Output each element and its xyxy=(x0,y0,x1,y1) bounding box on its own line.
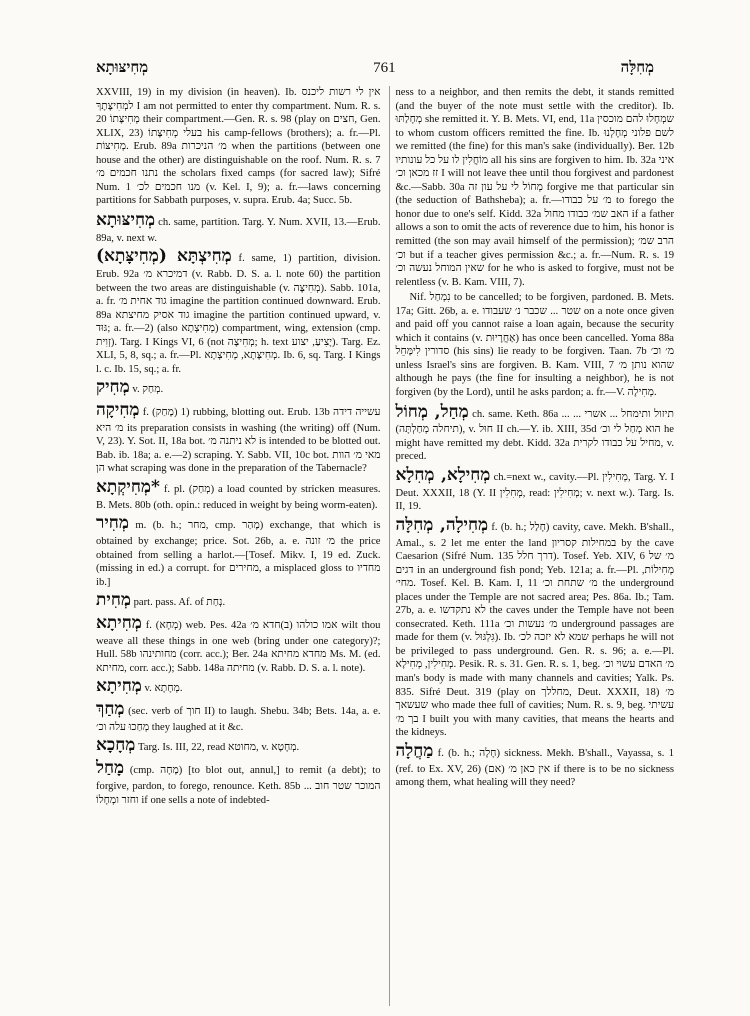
entry-headword: מָחַל xyxy=(96,758,125,779)
entry-definition: ch. same. Keth. 86a ... תיזול ותימחל ... אשרי ... (תיחלה מְחַלְתָּה), v. חוּל II ch.—Y. ib. XIII, 35d הוא מְחַל לי וכ׳ he might have remitted my debt. Kidd. 32a מחיל על כבודו לקרית, v. preced. xyxy=(395,408,674,463)
continued-entry-text: ness to a neighbor, and then remits the debt, it stands remitted (and the buyer of the note must settle with the creditor). Ib. מְחָלַתּוּ she remitted it. Y. B. Mets. VI, end, 11a שמְחָלוּ להם מוכסין to whom custom officers remitted the fine. Ib. לשם פלוני מְחָלְנוּ we remitted (the fine) for this man's sake (individually). Ber. 12b מוֹחֲלִין לו על כל עונותיו all his sins are forgiven to him. Ib. 32a איני זז מכאן וכ׳ I will not leave thee until thou forgivest and pardonest &c.—Sabb. 30a מְחוֹל לי על עון זה forgive me that particular sin (the seduction of Bathsheba); a. fr.—מ׳ על כבודו to forego the honor due to one's self. Kidd. 32a האב שמ׳ כבודו מחול if a father allows a son to omit the acts of reverence due to him, his honor is remitted (the son may avail himself of the permission); הרב שמ׳ וכ׳ but if a teacher gives permission &c.; a. fr.—Num. R. s. 19 שאין המוחל נעשה וכ׳ for he who is asked to forgive, must not be relentless (v. B. Kam. VIII, 7). xyxy=(395,87,674,288)
entry-headword: *מְחִיקְתָא xyxy=(96,477,160,498)
dictionary-entry xyxy=(96,513,381,589)
entry-definition: (cmp. מָחָה) [to blot out, annul,] to remit (a debt); to forgive, pardon, to forego, renounce. Keth. 85b המוכר שטר חוב ... וחזר ומְחָלוֹ if one sells a note of indebted- xyxy=(96,765,381,806)
nif-paragraph: Nif. נִמְחַל to be cancelled; to be forgiven, pardoned. B. Mets. 17a; Gitt. 26b, a. e. שטר ... שכבר נ׳ שעבודו on a note once given and paid off you cannot raise a loan again, because the security which it contains (v. אַחֲרָיוּת) has once been cancelled. Yoma 88a סדורין לִימָּחֵל (his sins) lie ready to be forgiven. Taan. 7b מ׳ וכ׳ unless Israel's sins are forgiven. B. Kam. VIII, 7 שהוא נותן מ׳ although he pays (the fine for insulting a neighbor), he is not forgiven (by the Lord), until he asks pardon; a. fr.—V. מְחִילָה. xyxy=(395,292,674,399)
dictionary-entry xyxy=(396,465,675,514)
entry-headword: מְחִיצּוּתָא xyxy=(96,209,156,230)
dictionary-entry xyxy=(96,758,381,807)
entry-headword: מְחִיק xyxy=(96,377,130,398)
entry-headword: מְחַךְ xyxy=(96,699,125,720)
dictionary-entry xyxy=(96,735,381,757)
entry-headword: מְחִיקָה xyxy=(96,400,140,421)
entry-definition: Targ. Is. III, 22, read מחוטא, v. מְחָטָא. xyxy=(138,742,300,754)
left-column xyxy=(96,86,381,1006)
dictionary-entry xyxy=(96,477,381,512)
dictionary-entry xyxy=(96,699,381,734)
dictionary-entry xyxy=(96,400,381,476)
dictionary-entry xyxy=(96,676,381,698)
entry-headword: מַחֲלָה xyxy=(395,740,434,761)
entry-headword: מְחִיר xyxy=(96,513,129,534)
page-header xyxy=(96,58,654,80)
dictionary-entry xyxy=(396,515,675,740)
dictionary-entry xyxy=(96,377,381,399)
entry-headword: מְחָכָא xyxy=(96,735,136,756)
entry-definition: f. (b. h.; חָלַל) cavity, cave. Mekh. B'shall., Amal., s. 2 let me enter the land במחילות קסריון by the cave Caesarion (Sifré Num. 135 דרך חלל). Tosef. Yeb. XIV, 6 מ׳ של דגים in an underground fish pond; Yeb. 121a; a. fr.—Pl. מְחִילוֹת, מחי׳. Tosef. Kel. B. Kam. I, 11 מ׳ שתחת וכ׳ the underground places under the Temple are not sacred area; Pes. 86a. Ib.; Tam. 27b, a. e. לא נתקדשו the caves under the Temple have not been consecrated. Keth. 111a מ׳ נעשות וכ׳ underground passages are made for them (v. גִּלְגּוּל). Ib. שמא לא יזכה לכ׳ perhaps he will not be privileged to pass underground. Gen. R. s. 96; a. e.—Pl. מְחִילִין, מְחִילָא. Pesik. R. s. 31. Gen. R. s. 1, beg. מ׳ האדם עשוי וכ׳ man's body is made with many channels and cavities; Yalk. Ps. 835. Sifré Deut. 319 (play on מחללך, Deut. XXXII, 18) מ׳ שעשאך who made thee full of cavities; Num. R. s. 9, beg. עשיתי בך מ׳ I built you with many cavities, that means the hearts and the kidneys. xyxy=(395,521,674,739)
entry-definition: f. (מְחָא) web. Pes. 42a אמו כולהו (ב)חדא מ׳ wilt thou weave all these things in one web (bring under one category)?; Hull. 58b מחותינהו (corr. acc.); Ber. 24a מחדא מחיתא Ms. M. (ed. מחיתא, corr. acc.); Sabb. 148a מחיתה (v. Rabb. D. S. a. l. note). xyxy=(96,620,381,674)
continued-entry-text: XXVIII, 19) in my division (in heaven). Ib. אין לי רשות ליכנס למְחִיצָּתָךְ I am not permitted to enter thy compartment. Num. R. s. 20 מְחִיצָּתוֹ their compartment.—Gen. R. s. 98 (play on חצים, Gen. XLIX, 23) בעלי מְחִיצָּתוֹ his camp-fellows (brothers); a. fr.—Pl. מְחִיצּוֹת. Erub. 89a מ׳ הניכרות when the partitions (between one house and the other) are distinguishable on the roof. Num. R. s. 7 נתנו חכמים מ׳ the scholars fixed camps (for sacred law); Sifré Num. 1 מנו חכמים לכ׳ (v. Kel. I, 9); a. fr.—laws concerning partitions for Sabbath purposes, v. supra. Erub. 4a; Succ. 5b. xyxy=(96,87,381,207)
entry-headword: מְחִיצְתָּא (מְחִיצָּתָא) xyxy=(96,246,232,267)
entry-definition: f. pl. (מְחַק) a load counted by stricken measures. B. Mets. 80b (oth. opin.: reduced in weight by being worm-eaten). xyxy=(96,484,381,511)
entry-definition: ch. same, partition. Targ. Y. Num. XVII, 13.—Erub. 89a, v. next w. xyxy=(96,216,381,244)
entry-definition: part. pass. Af. of נְחַת. xyxy=(133,597,226,609)
entry-definition: ch.=next w., cavity.—Pl. מְחִילִין, Targ. Y. I Deut. XXXII, 18 (Y. II מְחִלִין, read: מְחִילִין; v. next w.). Targ. Is. II, 19. xyxy=(395,471,674,513)
dictionary-entry xyxy=(96,210,381,245)
entry-definition: v. מְחַק. xyxy=(132,384,164,396)
dictionary-columns xyxy=(96,86,674,1006)
entry-headword: מְחִיתָא xyxy=(96,613,142,634)
right-column xyxy=(389,86,675,1006)
entry-headword: מְחִיתָא xyxy=(96,676,142,697)
entry-headword: מְחַל, מְחוֹל xyxy=(395,401,469,422)
entry-definition: v. מְחָתָא. xyxy=(144,683,183,695)
page-number: 761 xyxy=(373,60,396,76)
entry-headword: מְחִילָא, מְחִלָא xyxy=(395,464,491,485)
entry-definition: f. (b. h.; חָלָה) sickness. Mekh. B'shall., Vayassa, s. 1 (ref. to Ex. XV, 26) (אם) אין כאן מ׳ if there is to be no sickness among them, what healing will they need? xyxy=(395,747,674,789)
dictionary-entry xyxy=(396,741,675,790)
dictionary-entry xyxy=(396,402,675,464)
dictionary-entry xyxy=(96,590,381,612)
dictionary-entry xyxy=(96,246,381,376)
dictionary-entry xyxy=(96,613,381,675)
entry-definition: (sec. verb of חוך II) to laugh. Shebu. 34b; Bets. 14a, a. e. מְחַכוּ עלה וכ׳ they laughed at it &c. xyxy=(96,706,381,733)
running-head-left: מְחִיצּוּתָא xyxy=(96,58,149,76)
running-head-right: מְחִלָּה xyxy=(620,58,654,76)
entry-definition: m. (b. h.; מחר, cmp. מָהַר) exchange, that which is obtained by exchange; price. Sot. 26b, a. e. מ׳ זונה the price obtained from selling a harlot.—[Tosef. Mikv. I, 19 ed. Zuck. (missing in ed.) a corrupt. for מחירים, a misplaced gloss to מחדיו ib.] xyxy=(96,520,381,588)
entry-definition: f. (מָחַק) 1) rubbing, blotting out. Erub. 13b עשייה דידה מ׳ היא its preparation consists in washing (the writing) off (Num. V, 23). Y. Sot. II, 18a bot. לא ניתנה מ׳ is intended to be blotted out. Bab. ib. 18a; a. e.—2) scraping. Y. Sabb. VII, 10c bot. מאי מ׳ הוות הן what scraping was done in the preparation of the Tabernacle? xyxy=(96,407,381,475)
left-entry-list xyxy=(96,210,381,807)
entry-headword: מְחִית xyxy=(96,590,131,611)
right-entry-list xyxy=(396,402,675,790)
entry-headword: מְחִילָה, מְחִלָּה xyxy=(395,514,489,535)
entry-definition: f. same, 1) partition, division. Erub. 92a דמיכרא מ׳ (v. Rabb. D. S. a. l. note 60) the partition between the two areas are distinguishable (v. מְחִיצָּה). Sabb. 101a, a. fr. גוד אחית מ׳ imagine the partition continued downward. Erub. 89a גוד אסיק מחיצתא imagine the partition continued upward, v. גּוּד; a. fr.—2) (also מְחִיצְתָא) compartment, wing, extension (cmp. זְוִית). Targ. I Kings VI, 6 (not מְחִיצָה; h. text יָצִיעַ, יצוע). Targ. Ez. XLI, 5, 8, sq.; a. fr.—Pl. מְחִיצָּתָא, מְחִיצְתָא. Ib. 6, sq. Targ. I Kings l. c. Ib. 15, sq.; a. fr. xyxy=(96,253,381,375)
